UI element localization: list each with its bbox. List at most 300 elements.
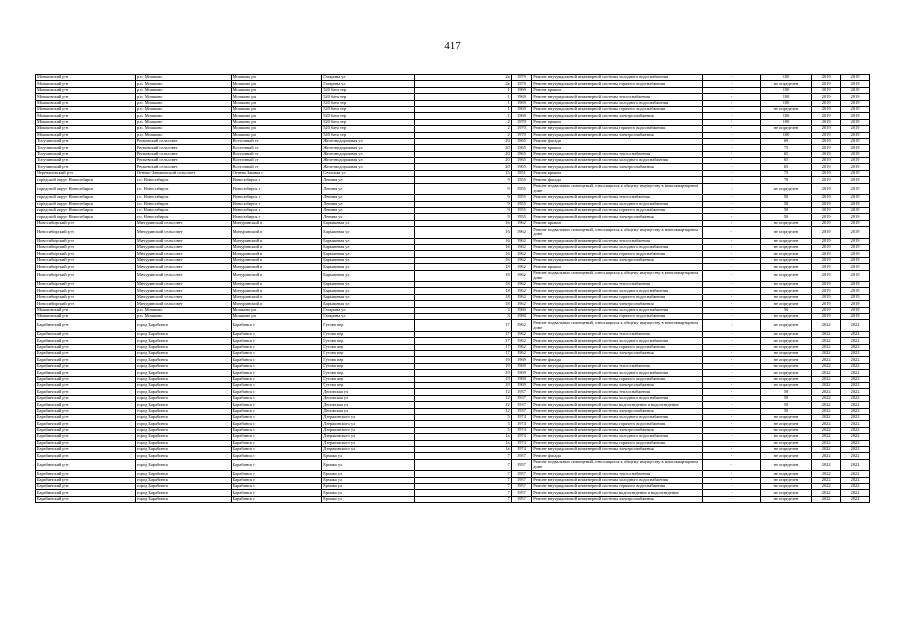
cost-cell: не определен [760, 459, 811, 471]
street-cell: Барышевая ул [322, 282, 415, 288]
street-cell: 520 бата тер [322, 126, 415, 132]
work-type-cell: Ремонт внутридомовой инженерной системы теплоснабжения [532, 389, 703, 395]
street-cell: Гагарина ул [322, 81, 415, 87]
district-cell: городской округ Новосибирск [36, 214, 136, 220]
dash-cell: - [703, 257, 761, 263]
year-cell: 1974 [511, 440, 532, 446]
district-cell: Барабинский р-н [36, 376, 136, 382]
year-cell: 1937 [511, 389, 532, 395]
street-cell: Сельская ул [322, 170, 415, 176]
dash-cell: - [703, 244, 761, 250]
cost-cell: не определен [760, 376, 811, 382]
locality-cell: Барабинск г [231, 344, 322, 350]
end-year-cell: 2022 [841, 344, 870, 350]
settlement-cell: г.о. Новосибирск [135, 177, 231, 183]
settlement-cell: р.п. Мошково [135, 100, 231, 106]
settlement-cell: р.п. Мошково [135, 106, 231, 112]
street-cell: Гутова пер [322, 338, 415, 344]
district-cell: городской округ Новосибирск [36, 183, 136, 195]
start-year-cell: 2019 [812, 227, 841, 239]
district-cell: Барабинский р-н [36, 331, 136, 337]
work-type-cell: Ремонт внутридомовой инженерной системы электроснабжения [532, 132, 703, 138]
district-cell: городской округ Новосибирск [36, 177, 136, 183]
start-year-cell: 2022 [812, 338, 841, 344]
settlement-cell: Мичуринский сельсовет [135, 227, 231, 239]
locality-cell: Барабинск г [231, 338, 322, 344]
end-year-cell: 2019 [841, 106, 870, 112]
start-year-cell: 2019 [812, 113, 841, 119]
locality-cell: Мичуринский п [231, 301, 322, 307]
settlement-cell: город Барабинск [135, 363, 231, 369]
year-cell: 1969 [511, 383, 532, 389]
end-year-cell: 2022 [841, 490, 870, 496]
street-cell: Деповская ул [322, 402, 415, 408]
street-cell: Дзержинского ул [322, 427, 415, 433]
settlement-cell: р.п. Мошково [135, 307, 231, 313]
settlement-cell: Репьевский сельсовет [135, 164, 231, 170]
dash-cell: - [703, 100, 761, 106]
district-cell: Барабинский р-н [36, 446, 136, 452]
start-year-cell: 2019 [812, 94, 841, 100]
house-cell: 16 [414, 244, 511, 250]
dash-cell: - [703, 270, 761, 282]
settlement-cell: Мичуринский сельсовет [135, 301, 231, 307]
year-cell: 1965 [511, 138, 532, 144]
district-cell: Барабинский р-н [36, 363, 136, 369]
end-year-cell: 2019 [841, 138, 870, 144]
street-cell: Дзержинского ул [322, 414, 415, 420]
start-year-cell: 2022 [812, 376, 841, 382]
house-cell: 12 [414, 389, 511, 395]
start-year-cell: 2019 [812, 301, 841, 307]
district-cell: Тогучинский р-н [36, 158, 136, 164]
start-year-cell: 2019 [812, 81, 841, 87]
settlement-cell: Мичуринский сельсовет [135, 220, 231, 226]
end-year-cell: 2019 [841, 220, 870, 226]
house-cell: 17 [414, 351, 511, 357]
cost-cell: 100 [760, 87, 811, 93]
start-year-cell: 2019 [812, 214, 841, 220]
year-cell: 1974 [511, 421, 532, 427]
work-type-cell: Ремонт внутридомовой инженерной системы горячего водоснабжения [532, 314, 703, 320]
end-year-cell: 2019 [841, 183, 870, 195]
street-cell: Дзержинского ул [322, 434, 415, 440]
settlement-cell: р.п. Мошково [135, 314, 231, 320]
street-cell: Железнодорожная ул [322, 164, 415, 170]
year-cell: 1955 [511, 177, 532, 183]
year-cell: 1974 [511, 414, 532, 420]
cost-cell: не определен [760, 81, 811, 87]
locality-cell: Барабинск г [231, 496, 322, 502]
settlement-cell: город Барабинск [135, 434, 231, 440]
locality-cell: Мошково рп [231, 314, 322, 320]
cost-cell: не определен [760, 490, 811, 496]
dash-cell: - [703, 477, 761, 483]
end-year-cell: 2019 [841, 75, 870, 81]
cost-cell: 65 [760, 158, 811, 164]
house-cell: 9 [414, 214, 511, 220]
end-year-cell: 2019 [841, 158, 870, 164]
district-cell: Мошковский р-н [36, 81, 136, 87]
dash-cell: - [703, 227, 761, 239]
settlement-cell: город Барабинск [135, 331, 231, 337]
settlement-cell: Мичуринский сельсовет [135, 251, 231, 257]
locality-cell: Новосибирск г [231, 177, 322, 183]
settlement-cell: город Барабинск [135, 427, 231, 433]
dash-cell: - [703, 113, 761, 119]
cost-cell: не определен [760, 440, 811, 446]
year-cell: 1962 [511, 238, 532, 244]
locality-cell: Барабинск г [231, 331, 322, 337]
district-cell: Мошковский р-н [36, 113, 136, 119]
year-cell: 1962 [511, 351, 532, 357]
work-type-cell: Ремонт внутридомовой инженерной системы горячего водоснабжения [532, 483, 703, 489]
street-cell: Железнодорожная ул [322, 158, 415, 164]
cost-cell: 56 [760, 307, 811, 313]
dash-cell: - [703, 170, 761, 176]
year-cell: 1955 [511, 207, 532, 213]
start-year-cell: 2019 [812, 164, 841, 170]
work-type-cell: Ремонт внутридомовой инженерной системы теплоснабжения [532, 151, 703, 157]
district-cell: Мошковский р-н [36, 106, 136, 112]
cost-cell: не определен [760, 301, 811, 307]
start-year-cell: 2022 [812, 477, 841, 483]
start-year-cell: 2019 [812, 132, 841, 138]
street-cell: Барышевая ул [322, 264, 415, 270]
cost-cell: 50 [760, 408, 811, 414]
dash-cell: - [703, 214, 761, 220]
street-cell: Ермака ул [322, 453, 415, 459]
work-type-cell: Ремонт внутридомовой инженерной системы теплоснабжения [532, 471, 703, 477]
end-year-cell: 2019 [841, 81, 870, 87]
settlement-cell: город Барабинск [135, 344, 231, 350]
house-cell: 1 [414, 94, 511, 100]
cost-cell: не определен [760, 496, 811, 502]
year-cell: 1957 [511, 477, 532, 483]
start-year-cell: 2019 [812, 244, 841, 250]
end-year-cell: 2019 [841, 201, 870, 207]
settlement-cell: Репьевский сельсовет [135, 138, 231, 144]
cost-cell: не определен [760, 244, 811, 250]
locality-cell: Мошково рп [231, 113, 322, 119]
year-cell: 1969 [511, 363, 532, 369]
start-year-cell: 2022 [812, 440, 841, 446]
work-type-cell: Ремонт внутридомовой инженерной системы холодного водоснабжения [532, 201, 703, 207]
dash-cell: - [703, 370, 761, 376]
district-cell: Мошковский р-н [36, 94, 136, 100]
start-year-cell: 2019 [812, 183, 841, 195]
settlement-cell: Мичуринский сельсовет [135, 244, 231, 250]
house-cell: 20 [414, 145, 511, 151]
street-cell: Ленина ул [322, 207, 415, 213]
cost-cell: не определен [760, 357, 811, 363]
street-cell: Гагарина ул [322, 75, 415, 81]
table-row [36, 183, 870, 195]
cost-cell: не определен [760, 320, 811, 332]
work-type-cell: Ремонт внутридомовой инженерной системы электроснабжения [532, 257, 703, 263]
work-type-cell: Ремонт внутридомовой инженерной системы холодного водоснабжения [532, 477, 703, 483]
start-year-cell: 2022 [812, 434, 841, 440]
settlement-cell: город Барабинск [135, 395, 231, 401]
year-cell: 1969 [511, 87, 532, 93]
year-cell: 1969 [511, 106, 532, 112]
dash-cell: - [703, 87, 761, 93]
end-year-cell: 2022 [841, 421, 870, 427]
year-cell: 1970 [511, 132, 532, 138]
street-cell: Деповская ул [322, 389, 415, 395]
dash-cell: - [703, 471, 761, 477]
work-type-cell: Ремонт внутридомовой инженерной системы электроснабжения [532, 427, 703, 433]
dash-cell: - [703, 282, 761, 288]
house-cell: 17 [414, 344, 511, 350]
end-year-cell: 2019 [841, 301, 870, 307]
street-cell: Ленина ул [322, 183, 415, 195]
street-cell: Ермака ул [322, 483, 415, 489]
street-cell: Барышевая ул [322, 294, 415, 300]
settlement-cell: Мичуринский сельсовет [135, 238, 231, 244]
street-cell: Гутова пер [322, 351, 415, 357]
work-type-cell: Ремонт внутридомовой инженерной системы горячего водоснабжения [532, 81, 703, 87]
street-cell: 520 бата тер [322, 100, 415, 106]
work-type-cell: Ремонт фасада [532, 453, 703, 459]
work-type-cell: Ремонт внутридомовой инженерной системы горячего водоснабжения [532, 440, 703, 446]
work-type-cell: Ремонт внутридомовой инженерной системы электроснабжения [532, 164, 703, 170]
house-cell: 7 [414, 453, 511, 459]
dash-cell: - [703, 446, 761, 452]
locality-cell: Барабинск г [231, 427, 322, 433]
work-type-cell: Ремонт крыши [532, 264, 703, 270]
work-type-cell: Ремонт внутридомовой инженерной системы теплоснабжения [532, 331, 703, 337]
street-cell: Деповская ул [322, 395, 415, 401]
dash-cell: - [703, 81, 761, 87]
dash-cell: - [703, 344, 761, 350]
work-type-cell: Ремонт внутридомовой инженерной системы холодного водоснабжения [532, 158, 703, 164]
settlement-cell: город Барабинск [135, 496, 231, 502]
district-cell: Тогучинский р-н [36, 145, 136, 151]
year-cell: 1957 [511, 496, 532, 502]
district-cell: Новосибирский р-н [36, 288, 136, 294]
year-cell: 1962 [511, 288, 532, 294]
start-year-cell: 2019 [812, 170, 841, 176]
cost-cell: 70 [760, 177, 811, 183]
street-cell: Барышевая ул [322, 227, 415, 239]
start-year-cell: 2019 [812, 314, 841, 320]
dash-cell: - [703, 106, 761, 112]
table-row [36, 459, 870, 471]
table-row [36, 227, 870, 239]
dash-cell: - [703, 264, 761, 270]
house-cell: 1 [414, 87, 511, 93]
house-cell: 16 [414, 251, 511, 257]
dash-cell: - [703, 496, 761, 502]
year-cell: 1970 [511, 126, 532, 132]
work-type-cell: Ремонт внутридомовой инженерной системы холодного водоснабжения [532, 395, 703, 401]
dash-cell: - [703, 383, 761, 389]
district-cell: Барабинский р-н [36, 402, 136, 408]
end-year-cell: 2019 [841, 227, 870, 239]
work-type-cell: Ремонт внутридомовой инженерной системы холодного водоснабжения [532, 307, 703, 313]
district-cell: Барабинский р-н [36, 338, 136, 344]
work-type-cell: Ремонт крыши [532, 87, 703, 93]
year-cell: 1969 [511, 100, 532, 106]
start-year-cell: 2019 [812, 126, 841, 132]
locality-cell: Мичуринский п [231, 282, 322, 288]
end-year-cell: 2022 [841, 389, 870, 395]
district-cell: Барабинский р-н [36, 414, 136, 420]
year-cell: 1962 [511, 338, 532, 344]
house-cell: 5 [414, 427, 511, 433]
settlement-cell: Огнево-Заимковский сельсовет [135, 170, 231, 176]
end-year-cell: 2019 [841, 251, 870, 257]
street-cell: Гутова пер [322, 383, 415, 389]
house-cell: 17 [414, 331, 511, 337]
locality-cell: Новосибирск г [231, 195, 322, 201]
year-cell: 1970 [511, 119, 532, 125]
cost-cell: не определен [760, 282, 811, 288]
cost-cell: не определен [760, 264, 811, 270]
work-type-cell: Ремонт внутридомовой инженерной системы горячего водоснабжения [532, 251, 703, 257]
street-cell: 520 бата тер [322, 119, 415, 125]
year-cell: 1969 [511, 94, 532, 100]
locality-cell: Мошково рп [231, 132, 322, 138]
table-row [36, 496, 870, 502]
house-cell: 18 [414, 270, 511, 282]
house-cell: 1 [414, 113, 511, 119]
cost-cell: не определен [760, 238, 811, 244]
locality-cell: Барабинск г [231, 490, 322, 496]
start-year-cell: 2019 [812, 307, 841, 313]
street-cell: 520 бата тер [322, 94, 415, 100]
house-cell: 17 [414, 320, 511, 332]
street-cell: Гагарина ул [322, 307, 415, 313]
work-type-cell: Ремонт подвальных помещений, относящихся к общему имуществу в многоквартирном доме [532, 227, 703, 239]
district-cell: Барабинский р-н [36, 483, 136, 489]
district-cell: Барабинский р-н [36, 389, 136, 395]
settlement-cell: г.о. Новосибирск [135, 195, 231, 201]
start-year-cell: 2019 [812, 106, 841, 112]
house-cell: 12 [414, 408, 511, 414]
district-cell: Барабинский р-н [36, 351, 136, 357]
street-cell: 520 бата тер [322, 87, 415, 93]
start-year-cell: 2019 [812, 257, 841, 263]
dash-cell: - [703, 395, 761, 401]
district-cell: Барабинский р-н [36, 370, 136, 376]
dash-cell: - [703, 132, 761, 138]
locality-cell: Барабинск г [231, 421, 322, 427]
start-year-cell: 2022 [812, 357, 841, 363]
work-type-cell: Ремонт внутридомовой инженерной системы теплоснабжения [532, 363, 703, 369]
settlement-cell: город Барабинск [135, 320, 231, 332]
street-cell: Барышевая ул [322, 244, 415, 250]
district-cell: Мошковский р-н [36, 126, 136, 132]
locality-cell: Барабинск г [231, 395, 322, 401]
house-cell: 18 [414, 301, 511, 307]
start-year-cell: 2022 [812, 427, 841, 433]
end-year-cell: 2019 [841, 314, 870, 320]
start-year-cell: 2019 [812, 75, 841, 81]
work-type-cell: Ремонт внутридомовой инженерной системы горячего водоснабжения [532, 376, 703, 382]
house-cell: 2 [414, 126, 511, 132]
cost-cell: 75 [760, 170, 811, 176]
end-year-cell: 2022 [841, 395, 870, 401]
dash-cell: - [703, 294, 761, 300]
start-year-cell: 2022 [812, 421, 841, 427]
cost-cell: не определен [760, 434, 811, 440]
cost-cell: не определен [760, 126, 811, 132]
locality-cell: Мошково рп [231, 126, 322, 132]
cost-cell: не определен [760, 270, 811, 282]
table-row [36, 270, 870, 282]
year-cell: 1957 [511, 453, 532, 459]
house-cell: 18 [414, 288, 511, 294]
district-cell: Барабинский р-н [36, 320, 136, 332]
work-type-cell: Ремонт внутридомовой инженерной системы электроснабжения [532, 408, 703, 414]
district-cell: Новосибирский р-н [36, 270, 136, 282]
dash-cell: - [703, 402, 761, 408]
table-row [36, 320, 870, 332]
year-cell: 1980 [511, 307, 532, 313]
cost-cell: 100 [760, 119, 811, 125]
locality-cell: Барабинск г [231, 408, 322, 414]
cost-cell: не определен [760, 338, 811, 344]
house-cell: 2а [414, 81, 511, 87]
locality-cell: Мичуринский п [231, 244, 322, 250]
settlement-cell: город Барабинск [135, 389, 231, 395]
year-cell: 1957 [511, 483, 532, 489]
work-type-cell: Ремонт внутридомовой инженерной системы холодного водоснабжения [532, 338, 703, 344]
start-year-cell: 2019 [812, 201, 841, 207]
start-year-cell: 2022 [812, 395, 841, 401]
cost-cell: 100 [760, 132, 811, 138]
start-year-cell: 2022 [812, 383, 841, 389]
dash-cell: - [703, 434, 761, 440]
dash-cell: - [703, 138, 761, 144]
settlement-cell: р.п. Мошково [135, 113, 231, 119]
settlement-cell: город Барабинск [135, 477, 231, 483]
end-year-cell: 2022 [841, 453, 870, 459]
district-cell: Барабинский р-н [36, 357, 136, 363]
street-cell: Ермака ул [322, 471, 415, 477]
start-year-cell: 2019 [812, 270, 841, 282]
settlement-cell: Репьевский сельсовет [135, 151, 231, 157]
year-cell: 1955 [511, 214, 532, 220]
year-cell: 1937 [511, 408, 532, 414]
dash-cell: - [703, 421, 761, 427]
locality-cell: Барабинск г [231, 414, 322, 420]
end-year-cell: 2022 [841, 402, 870, 408]
cost-cell: не определен [760, 106, 811, 112]
start-year-cell: 2022 [812, 446, 841, 452]
locality-cell: Мошково рп [231, 106, 322, 112]
cost-cell: 100 [760, 113, 811, 119]
work-type-cell: Ремонт крыши [532, 220, 703, 226]
house-cell: 7 [414, 496, 511, 502]
locality-cell: Барабинск г [231, 402, 322, 408]
cost-cell: 100 [760, 94, 811, 100]
start-year-cell: 2019 [812, 288, 841, 294]
settlement-cell: г.о. Новосибирск [135, 207, 231, 213]
work-type-cell: Ремонт внутридомовой инженерной системы водоотведения и водоотведения [532, 402, 703, 408]
start-year-cell: 2019 [812, 151, 841, 157]
settlement-cell: Мичуринский сельсовет [135, 264, 231, 270]
year-cell: 1965 [511, 145, 532, 151]
year-cell: 1962 [511, 344, 532, 350]
year-cell: 1962 [511, 282, 532, 288]
dash-cell: - [703, 453, 761, 459]
locality-cell: Мичуринский п [231, 227, 322, 239]
settlement-cell: Мичуринский сельсовет [135, 288, 231, 294]
street-cell: Ермака ул [322, 496, 415, 502]
